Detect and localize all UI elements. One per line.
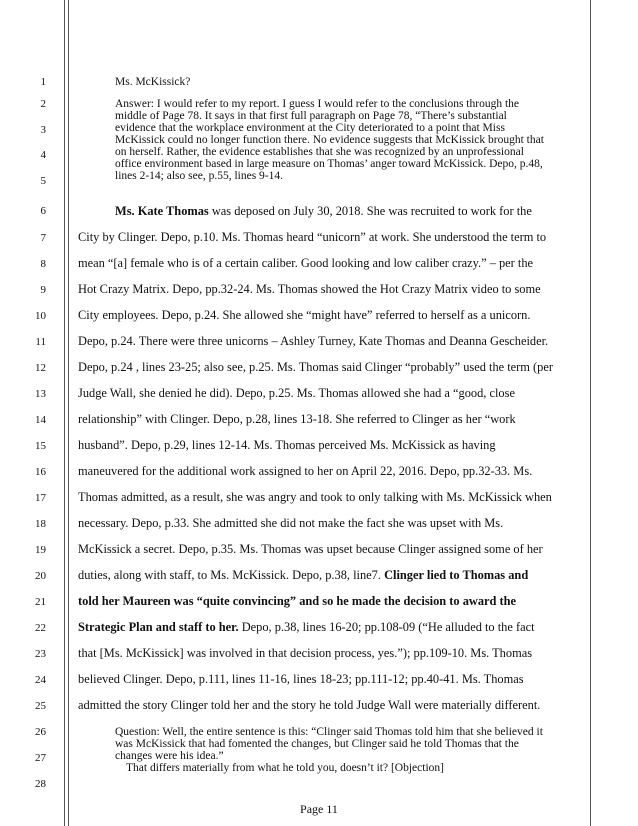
line-number: 16: [35, 466, 46, 478]
line-number: 7: [40, 232, 46, 244]
line-number: 5: [40, 175, 46, 187]
body-text: Depo, p.38, lines 16-20; pp.108-09 (“He alluded to the fact: [238, 620, 535, 634]
line-number: 26: [35, 726, 46, 738]
line-number: 14: [35, 414, 46, 426]
deposition-answer-block: Answer: I would refer to my report. I guess I would refer to the conclusions through the middle of Page 78. It says in that first full paragraph on Page 78, “There’s substantial evidence that the workplace environment at the City deteriorated to a point that Miss McKissick could no longer function there. No evidence suggests that McKissick brought that on herself. Rather, the evidence establishes that she was recognized by an unprofessional office environment based in large measure on Thomas’ anger toward McKissick. Depo, p.48, lines 2-14; also see, p.55, lines 9-14.: [115, 98, 544, 182]
body-line-23: that [Ms. McKissick] was involved in that decision process, yes.”); pp.109-10. Ms. Thomas: [78, 646, 533, 660]
page-number: Page 11: [300, 802, 338, 816]
line-number: 27: [35, 752, 46, 764]
body-line-20: [78, 568, 578, 582]
right-margin-rule: [590, 0, 591, 826]
body-line-9: Hot Crazy Matrix. Depo, pp.32-24. Ms. Thomas showed the Hot Crazy Matrix video to some: [78, 282, 541, 296]
body-text: duties, along with staff, to Ms. McKissick. Depo, p.38, line7.: [78, 568, 385, 582]
body-line-22: [78, 620, 578, 634]
left-margin-rule-1: [64, 0, 65, 826]
body-line-15: husband”. Depo, p.29, lines 12-14. Ms. Thomas perceived Ms. McKissick as having: [78, 438, 496, 452]
deposition-question-1: Ms. McKissick?: [115, 76, 191, 88]
body-line-19: McKissick a secret. Depo, p.35. Ms. Thomas was upset because Clinger assigned some of her: [78, 542, 543, 556]
line-number: 19: [35, 544, 46, 556]
emphasis-text: Clinger lied to Thomas and: [384, 568, 529, 582]
line-number: 20: [35, 570, 46, 582]
line-number: 28: [35, 778, 46, 790]
left-margin-rule-2: [68, 0, 69, 826]
body-line-10: City employees. Depo, p.24. She allowed she “might have” referred to herself as a unicorn.: [78, 308, 531, 322]
line-number: 1: [40, 76, 46, 88]
line-number: 8: [40, 258, 46, 270]
line-number: 13: [35, 388, 46, 400]
line-number: 9: [40, 284, 46, 296]
body-line-8: mean “[a] female who is of a certain caliber. Good looking and low caliber crazy.” – per the: [78, 256, 534, 270]
body-line-16: maneuvered for the additional work assigned to her on April 22, 2016. Depo, pp.32-33. Ms.: [78, 464, 533, 478]
body-line-24: believed Clinger. Depo, p.111, lines 11-16, lines 18-23; pp.111-12; pp.40-41. Ms. Thomas: [78, 672, 524, 686]
deponent-name: Ms. Kate Thomas: [115, 204, 209, 218]
deposition-question-followup: That differs materially from what he told you, doesn’t it? [Objection]: [126, 762, 444, 774]
line-number: 3: [40, 124, 46, 136]
line-number: 18: [35, 518, 46, 530]
emphasis-text: Strategic Plan and staff to her.: [78, 620, 239, 634]
line-number: 17: [35, 492, 46, 504]
line-number: 22: [35, 622, 46, 634]
line-number: 2: [40, 98, 46, 110]
body-line-21: told her Maureen was “quite convincing” and so he made the decision to award the: [78, 594, 517, 608]
line-number: 6: [40, 205, 46, 217]
line-number: 12: [35, 362, 46, 374]
deposition-question-block: Question: Well, the entire sentence is this: “Clinger said Thomas told him that she believed it was McKissick that had fomented the changes, but Clinger said he told Thomas that the changes were his idea.”: [115, 726, 543, 762]
body-line-14: relationship” with Clinger. Depo, p.28, lines 13-18. She referred to Clinger as her “work: [78, 412, 516, 426]
line-number: 10: [35, 310, 46, 322]
body-line-12: Depo, p.24 , lines 23-25; also see, p.25. Ms. Thomas said Clinger “probably” used the term (per: [78, 360, 553, 374]
body-line-11: Depo, p.24. There were three unicorns – Ashley Turney, Kate Thomas and Deanna Gescheider.: [78, 334, 549, 348]
line-number: 24: [35, 674, 46, 686]
line-number: 21: [35, 596, 46, 608]
body-text: was deposed on July 30, 2018. She was recruited to work for the: [208, 204, 532, 218]
body-line-13: Judge Wall, she denied he did). Depo, p.25. Ms. Thomas allowed she had a “good, close: [78, 386, 515, 400]
body-line-18: necessary. Depo, p.33. She admitted she did not make the fact she was upset with Ms.: [78, 516, 504, 530]
line-number: 15: [35, 440, 46, 452]
line-number: 25: [35, 700, 46, 712]
body-line-17: Thomas admitted, as a result, she was angry and took to only talking with Ms. McKissick when: [78, 490, 552, 504]
line-number: 11: [35, 336, 46, 348]
line-number: 23: [35, 648, 46, 660]
body-line-6: [115, 204, 615, 218]
body-line-7: City by Clinger. Depo, p.10. Ms. Thomas heard “unicorn” at work. She understood the term to: [78, 230, 547, 244]
line-number: 4: [40, 149, 46, 161]
body-line-25: admitted the story Clinger told her and the story he told Judge Wall were materially different.: [78, 698, 541, 712]
